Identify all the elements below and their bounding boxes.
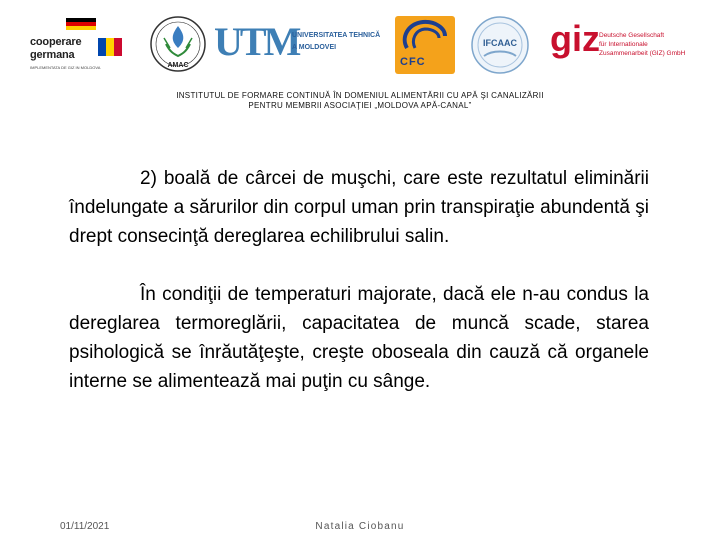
paragraph-1	[69, 164, 649, 251]
utm-mark: UTM	[214, 19, 299, 64]
institute-header-line1: INSTITUTUL DE FORMARE CONTINUĂ ÎN DOMENIUL ALIMENTĂRII CU APĂ ŞI CANALIZĂRII	[176, 91, 544, 100]
ifcaac-label: IFCAAC	[483, 38, 517, 48]
cfc-logo	[395, 16, 457, 74]
cooperare-text: cooperare	[30, 36, 82, 48]
utm-logo	[214, 18, 381, 70]
paragraph-2-text: În condiţii de temperaturi majorate, dacă ele n-au condus la dereglarea termoreglării, capacitatea de muncă scade, starea psihologică se înrăutăţeşte, creşte oboseala din cauză că organele interne se alimentează mai puţin cu sânge.	[69, 284, 649, 392]
giz-line2: für Internationale	[599, 41, 648, 48]
footer-author: Natalia Ciobanu	[315, 521, 405, 532]
footer-date: 01/11/2021	[60, 521, 110, 532]
cfc-label: CFC	[400, 56, 426, 68]
cfc-swirl-icon	[395, 16, 455, 56]
giz-line1: Deutsche Gesellschaft	[599, 32, 665, 39]
moldova-flag-icon	[98, 38, 122, 56]
germana-text: germana	[30, 49, 75, 61]
cooperare-tagline: IMPLEMENTATA DE GIZ IN MOLDOVA	[30, 65, 101, 70]
utm-line2: A MOLDOVEI	[292, 44, 337, 51]
institute-header-line2: PENTRU MEMBRII ASOCIAŢIEI „MOLDOVA APĂ-CANAL”	[248, 101, 472, 110]
amac-logo	[148, 14, 208, 76]
giz-line3: Zusammenarbeit (GIZ) GmbH	[599, 50, 686, 57]
cooperare-germana-logo	[30, 18, 125, 80]
paragraph-2	[69, 280, 649, 396]
paragraph-1-text: 2) boală de cârcei de muşchi, care este rezultatul eliminării îndelungate a sărurilor din corpul uman prin transpiraţie abundentă şi drept consecinţă dereglarea echilibrului salin.	[69, 168, 649, 247]
giz-logo	[550, 18, 715, 72]
amac-label: AMAC	[167, 62, 189, 69]
utm-line1: UNIVERSITATEA TEHNICĂ	[292, 32, 381, 39]
giz-mark: giz	[550, 18, 600, 59]
german-flag-icon	[66, 18, 96, 30]
logo-bar	[0, 10, 720, 82]
ifcaac-logo	[470, 14, 530, 76]
amac-emblem-icon	[148, 14, 208, 76]
